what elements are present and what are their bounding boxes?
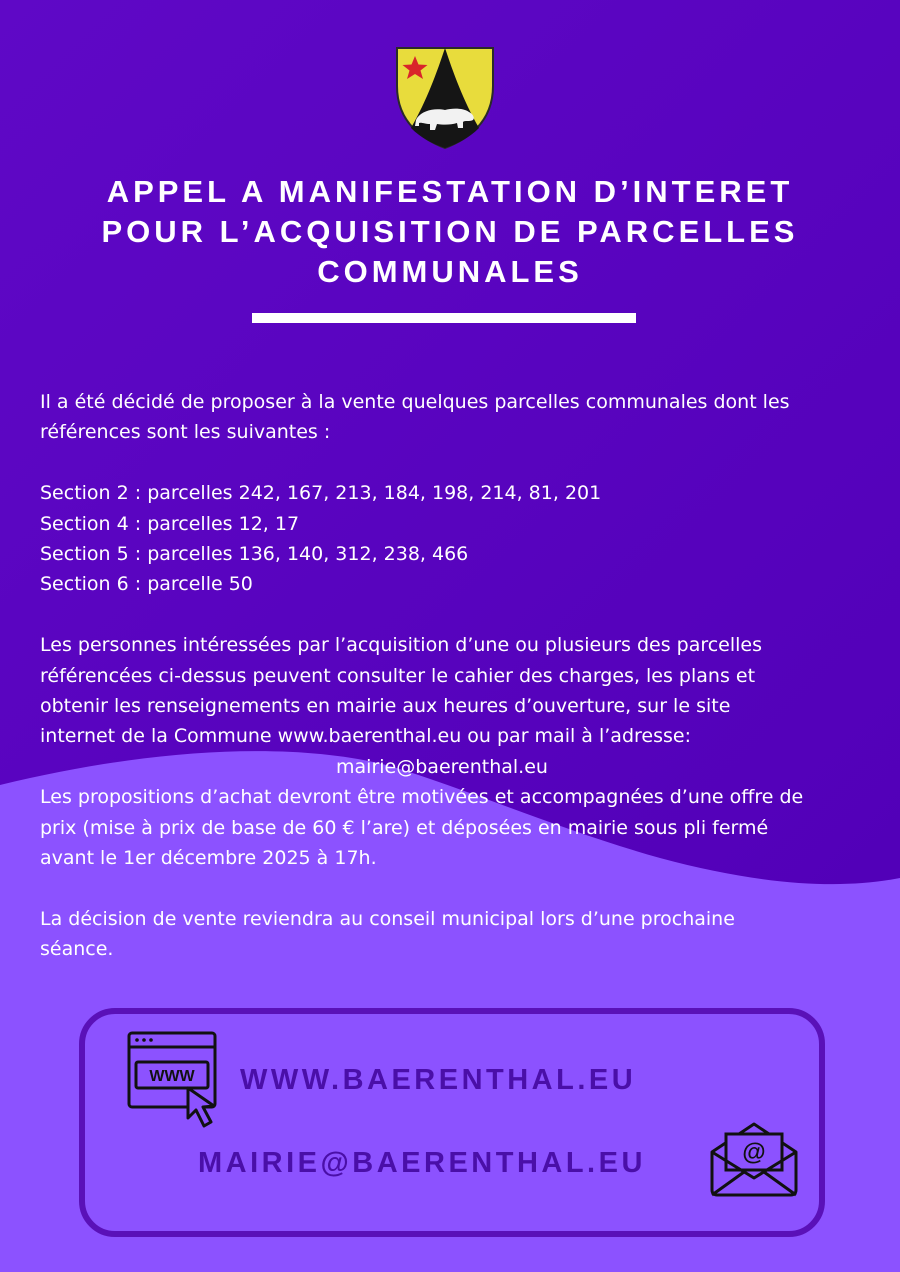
- section-line: Section 4 : parcelles 12, 17: [40, 512, 300, 535]
- envelope-at-icon: [706, 1120, 802, 1198]
- proposal-line: avant le 1er décembre 2025 à 17h.: [40, 847, 377, 870]
- consult-email: mairie@baerenthal.eu: [336, 755, 548, 778]
- section-line: Section 6 : parcelle 50: [40, 573, 253, 596]
- title-line: APPEL A MANIFESTATION D’INTERET: [106, 174, 794, 209]
- decision-line: séance.: [40, 938, 114, 961]
- mail-icon-text: @: [742, 1139, 766, 1166]
- title-underline: [252, 313, 636, 323]
- intro-line: Il a été décidé de proposer à la vente quelques parcelles communales dont les: [40, 391, 790, 413]
- notice-body: [40, 387, 870, 965]
- website-link[interactable]: WWW.BAERENTHAL.EU: [240, 1064, 637, 1096]
- browser-www-icon: [126, 1030, 230, 1130]
- section-line: Section 2 : parcelles 242, 167, 213, 184, 198, 214, 81, 201: [40, 482, 602, 505]
- title-line: COMMUNALES: [317, 254, 583, 289]
- intro-line: références sont les suivantes :: [40, 421, 331, 444]
- consult-line: obtenir les renseignements en mairie aux heures d’ouverture, sur le site: [40, 695, 731, 718]
- email-link[interactable]: MAIRIE@BAERENTHAL.EU: [198, 1147, 646, 1179]
- consult-line: référencées ci-dessus peuvent consulter le cahier des charges, les plans et: [40, 664, 756, 687]
- consult-line: internet de la Commune www.baerenthal.eu ou par mail à l’adresse:: [40, 725, 691, 748]
- browser-icon-text: WWW: [149, 1068, 195, 1085]
- decision-line: La décision de vente reviendra au conseil municipal lors d’une prochaine: [40, 907, 735, 930]
- proposal-line: Les propositions d’achat devront être motivées et accompagnées d’une offre de: [40, 786, 804, 809]
- consult-line: Les personnes intéressées par l’acquisition d’une ou plusieurs des parcelles: [40, 634, 763, 657]
- title-line: POUR L’ACQUISITION DE PARCELLES: [101, 214, 799, 249]
- section-line: Section 5 : parcelles 136, 140, 312, 238, 466: [40, 543, 469, 566]
- proposal-line: prix (mise à prix de base de 60 € l’are) et déposées en mairie sous pli fermé: [40, 816, 769, 839]
- coat-of-arms-icon: [393, 42, 497, 150]
- page-title: [40, 172, 860, 292]
